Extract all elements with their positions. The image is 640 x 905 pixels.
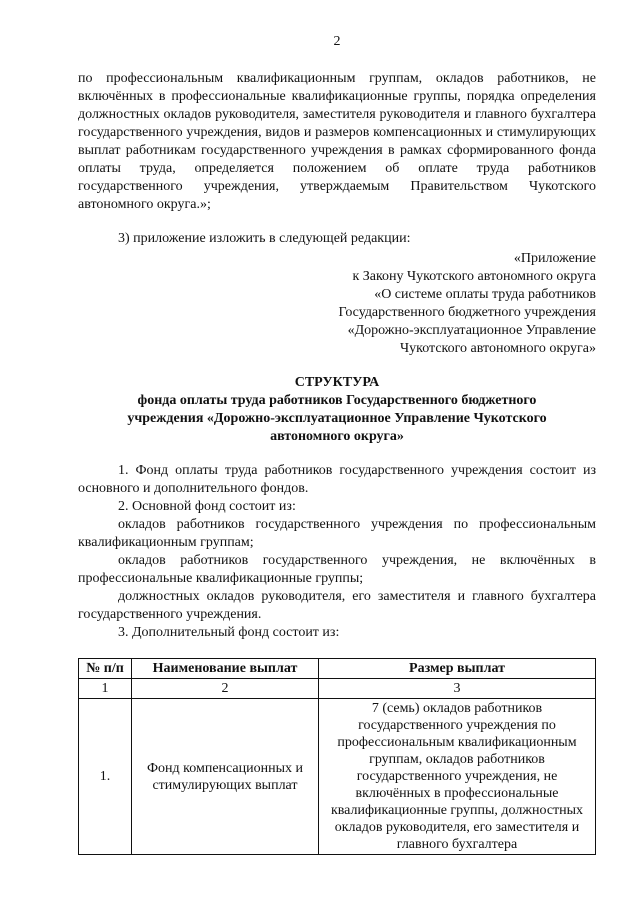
title-heading: СТРУКТУРА: [294, 375, 380, 390]
appendix-line: «Дорожно-эксплуатационное Управление: [347, 323, 596, 338]
intro-paragraph: по профессиональным квалификационным группам, окладов работников, не включённых в профессиональные квалификационные группы, порядка определения должностных окладов руководителя, заместителя руководителя и главного бухгалтера государственного учреждения, видов и размеров компенсационных и стимулирующих выплат работникам государственного учреждения в рамках сформированного фонда оплаты труда, определяется положением об оплате труда работников государственного учреждения, утверждаемым Правительством Чукотского автономного округа.»;: [78, 71, 596, 212]
title-line: фонда оплаты труда работников Государственного бюджетного: [137, 393, 537, 408]
appendix-line: «Приложение: [513, 251, 596, 266]
table-header-row: [79, 659, 596, 679]
header-payment-size: Размер выплат: [319, 659, 596, 679]
fund-structure-items: [78, 462, 596, 642]
row-number: 1.: [79, 699, 132, 855]
payments-table: [78, 658, 596, 855]
column-number: 2: [132, 679, 319, 699]
document-page: [78, 34, 596, 855]
appendix-line: Государственного бюджетного учреждения: [338, 305, 596, 320]
item-1: 1. Фонд оплаты труда работников государственного учреждения состоит из основного и дополнительного фондов.: [78, 463, 596, 496]
item-3: 3. Дополнительный фонд состоит из:: [118, 625, 340, 640]
title-line: автономного округа»: [270, 429, 404, 444]
column-number: 1: [79, 679, 132, 699]
page-number: 2: [333, 34, 341, 49]
item-2-sub-c: должностных окладов руководителя, его заместителя и главного бухгалтера государственного учреждения.: [78, 589, 596, 622]
appendix-header: [78, 250, 596, 358]
appendix-line: Чукотского автономного округа»: [400, 341, 596, 356]
row-payment-size: 7 (семь) окладов работников государственного учреждения по профессиональным квалификационным группам, окладов работников государственного учреждения, не включённых в профессиональные квалификационные группы, должностных окладов руководителя, его заместителя и главного бухгалтера: [319, 699, 596, 855]
item-2-sub-a: окладов работников государственного учреждения по профессиональным квалификационным группам;: [78, 517, 596, 550]
table-row: [79, 699, 596, 855]
item-2-sub-b: окладов работников государственного учреждения, не включённых в профессиональные квалификационные группы;: [78, 553, 596, 586]
document-title: [78, 374, 596, 446]
table-numbering-row: [79, 679, 596, 699]
column-number: 3: [319, 679, 596, 699]
item-3-instruction: 3) приложение изложить в следующей редакции:: [118, 231, 411, 246]
appendix-line: «О системе оплаты труда работников: [374, 287, 596, 302]
row-payment-name: Фонд компенсационных и стимулирующих выплат: [132, 699, 319, 855]
header-number: № п/п: [79, 659, 132, 679]
item-2: 2. Основной фонд состоит из:: [118, 499, 296, 514]
appendix-line: к Закону Чукотского автономного округа: [352, 269, 596, 284]
title-line: учреждения «Дорожно-эксплуатационное Управление Чукотского: [127, 411, 547, 426]
header-payment-name: Наименование выплат: [132, 659, 319, 679]
